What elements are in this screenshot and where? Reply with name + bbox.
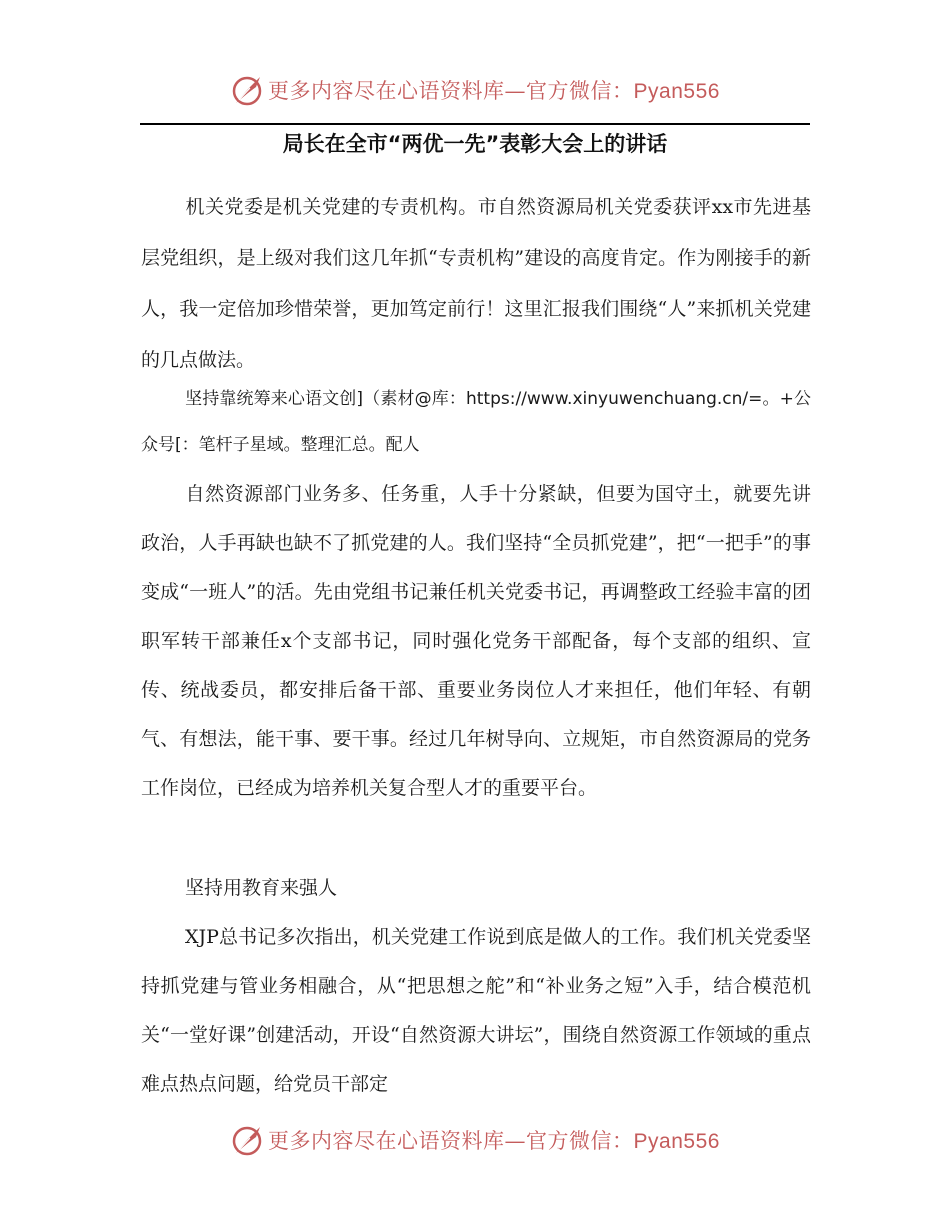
paragraph-intro: 机关党委是机关党建的专责机构。市自然资源局机关党委获评xx市先进基层党组织，是上级对我们这几年抓“专责机构”建设的高度肯定。作为刚接手的新人，我一定倍加珍惜荣誉，更加笃定前行！这里汇报我们围绕“人”来抓机关党建的几点做法。	[141, 196, 811, 371]
paragraph-section-heading-2: 坚持用教育来强人	[185, 877, 338, 899]
title-divider	[140, 123, 810, 125]
document-title: 局长在全市“两优一先”表彰大会上的讲话	[282, 132, 668, 156]
footer-banner	[0, 1120, 950, 1160]
quill-pen-logo-icon	[230, 73, 264, 107]
header-wechat-id: Pyan556	[633, 80, 720, 103]
paragraph-body-1: 自然资源部门业务多、任务重，人手十分紧缺，但要为国守土，就要先讲政治，人手再缺也缺不了抓党建的人。我们坚持“全员抓党建”，把“一把手”的事变成“一班人”的活。先由党组书记兼任机关党委书记，再调整政工经验丰富的团职军转干部兼任x个支部书记，同时强化党务干部配备，每个支部的组织、宣传、统战委员，都安排后备干部、重要业务岗位人才来担任，他们年轻、有朝气、有想法，能干事、要干事。经过几年树导向、立规矩，市自然资源局的党务工作岗位，已经成为培养机关复合型人才的重要平台。	[141, 483, 811, 799]
footer-wechat-id: Pyan556	[633, 1130, 720, 1153]
quill-pen-logo-icon	[230, 1123, 264, 1157]
header-banner	[0, 70, 950, 110]
footer-banner-text: 更多内容尽在心语资料库—官方微信：Pyan556	[268, 1129, 720, 1153]
header-banner-text: 更多内容尽在心语资料库—官方微信：Pyan556	[268, 79, 720, 103]
paragraph-section-heading-1: 坚持靠统筹来心语文创]（素材@库：https://www.xinyuwenchuang.cn/=。+公众号[：笔杆子星域。整理汇总。配人	[141, 389, 811, 455]
paragraph-body-2: XJP总书记多次指出，机关党建工作说到底是做人的工作。我们机关党委坚持抓党建与管业务相融合，从“把思想之舵”和“补业务之短”入手，结合模范机关“一堂好课”创建活动，开设“自然资源大讲坛”，围绕自然资源工作领域的重点难点热点问题，给党员干部定	[141, 926, 811, 1095]
